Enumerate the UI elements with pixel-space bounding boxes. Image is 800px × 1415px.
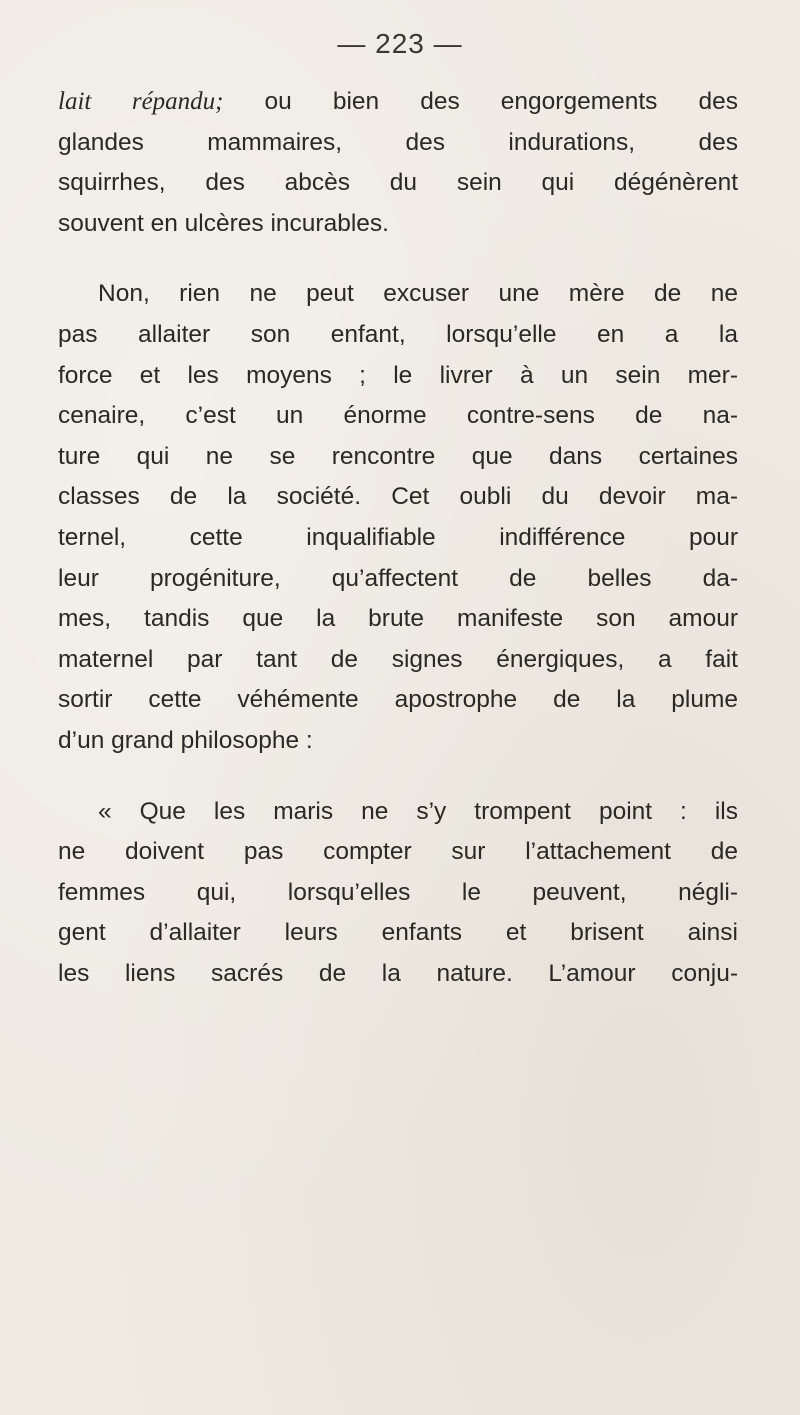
- paragraph-3: [58, 792, 738, 995]
- text-line: « Que les maris ne s’y trompent point : ils: [98, 797, 738, 825]
- text-line: squirrhes, des abcès du sein qui dégénèrent: [58, 169, 738, 197]
- text-line: Non, rien ne peut excuser une mère de ne: [98, 280, 738, 308]
- text-line: femmes qui, lorsqu’elles le peuvent, négli-: [58, 878, 738, 906]
- text-line: lait répandu; ou bien des engorgements des: [58, 88, 738, 115]
- body-text: [58, 82, 738, 994]
- text-line: cenaire, c’est un énorme contre-sens de na-: [58, 402, 738, 430]
- text-line: les liens sacrés de la nature. L’amour conju-: [58, 959, 738, 987]
- page-number: — 223 —: [337, 28, 463, 59]
- italic-phrase: lait répandu;: [58, 88, 224, 115]
- text-line: glandes mammaires, des indurations, des: [58, 128, 738, 156]
- text-line: ternel, cette inqualifiable indifférence pour: [58, 523, 738, 551]
- text-line: classes de la société. Cet oubli du devoir ma-: [58, 483, 738, 511]
- text-line: maternel par tant de signes énergiques, a fait: [58, 645, 738, 673]
- text-line: ture qui ne se rencontre que dans certaines: [58, 442, 738, 470]
- paragraph-2: [58, 274, 738, 761]
- text-line: leur progéniture, qu’affectent de belles da-: [58, 564, 738, 592]
- text-line: d’un grand philosophe :: [58, 726, 313, 754]
- paragraph-gap: [58, 244, 738, 274]
- text-line: sortir cette véhémente apostrophe de la plume: [58, 686, 738, 714]
- paragraph-gap: [58, 762, 738, 792]
- text-line: force et les moyens ; le livrer à un sein mer-: [58, 361, 738, 389]
- paragraph-1: [58, 82, 738, 244]
- text-line: souvent en ulcères incurables.: [58, 209, 389, 237]
- text-line: pas allaiter son enfant, lorsqu’elle en a la: [58, 320, 738, 348]
- text-line: gent d’allaiter leurs enfants et brisent ainsi: [58, 919, 738, 947]
- text-line: mes, tandis que la brute manifeste son amour: [58, 605, 738, 633]
- text-line: ne doivent pas compter sur l’attachement de: [58, 838, 738, 866]
